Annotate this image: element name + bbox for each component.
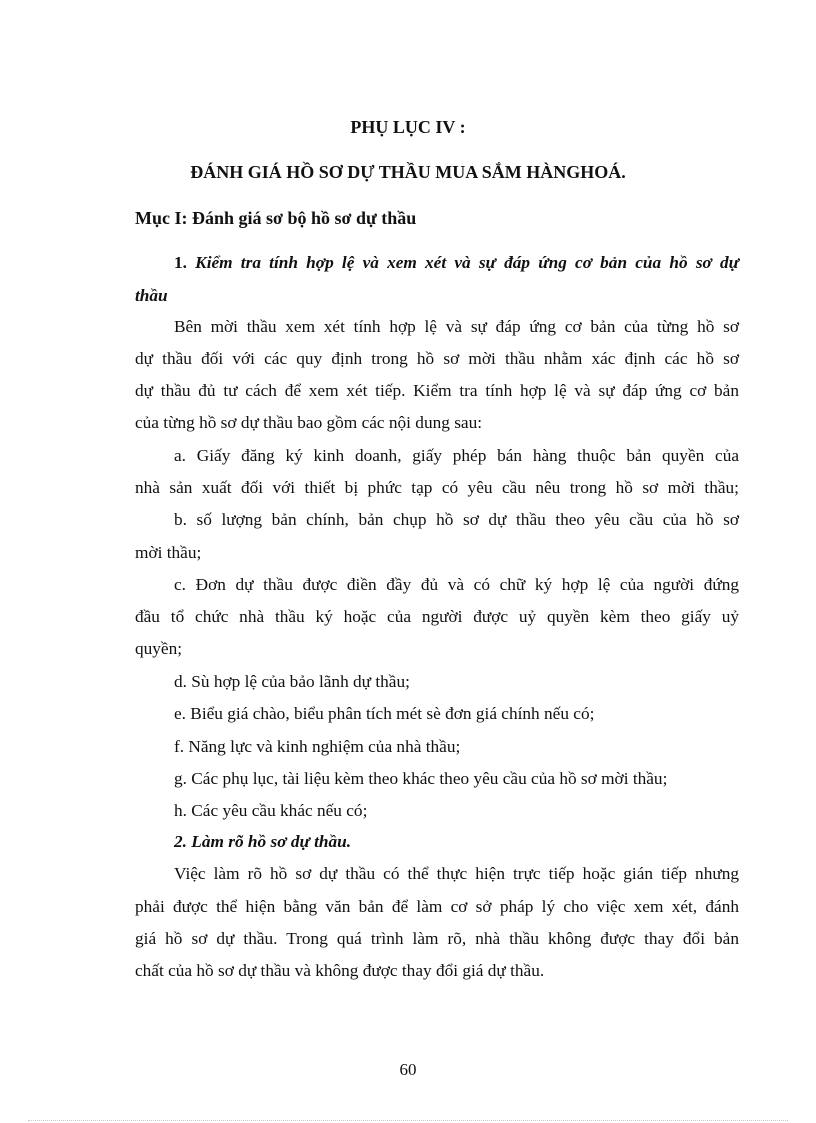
list-b-line1: b. số lượng bản chính, bản chụp hồ sơ dự thầu theo yêu cầu của hồ sơ — [174, 510, 739, 529]
section-heading: Mục I: Đánh giá sơ bộ hồ sơ dự thầu — [135, 208, 417, 228]
list-c-line2: đầu tổ chức nhà thầu ký hoặc của người được uỷ quyền kèm theo giấy uỷ — [135, 607, 739, 626]
item1-heading-text: Kiểm tra tính hợp lệ và xem xét và sự đáp ứng cơ bản của hồ sơ dự — [195, 253, 740, 272]
para2-line2: phải được thể hiện bằng văn bản để làm cơ sở pháp lý cho việc xem xét, đánh — [135, 897, 739, 916]
page-number: 60 — [399, 1060, 417, 1079]
para2-line3: giá hồ sơ dự thầu. Trong quá trình làm rõ, nhà thầu không được thay đổi bản — [135, 929, 739, 948]
list-a-line2: nhà sản xuất đối với thiết bị phức tạp có yêu cầu nêu trong hồ sơ mời thầu; — [135, 478, 739, 497]
para2-line4: chất của hồ sơ dự thầu và không được thay đổi giá dự thầu. — [135, 961, 545, 980]
list-d: d. Sù hợp lệ của bảo lãnh dự thầu; — [174, 672, 410, 691]
para1-line4: của từng hồ sơ dự thầu bao gồm các nội dung sau: — [135, 413, 483, 432]
list-g: g. Các phụ lục, tài liệu kèm theo khác theo yêu cầu của hồ sơ mời thầu; — [174, 769, 668, 788]
list-c-line1: c. Đơn dự thầu được điền đầy đủ và có chữ ký hợp lệ của người đứng — [174, 575, 739, 594]
para1-line2: dự thầu đối với các quy định trong hồ sơ mời thầu nhằm xác định các hồ sơ — [135, 349, 739, 368]
item1-heading-line2: thầu — [135, 286, 168, 305]
list-a-line1: a. Giấy đăng ký kinh doanh, giấy phép bán hàng thuộc bản quyền của — [174, 446, 739, 465]
item2-heading: 2. Làm rõ hồ sơ dự thầu. — [174, 832, 352, 851]
list-f: f. Năng lực và kinh nghiệm của nhà thầu; — [174, 737, 461, 756]
list-e: e. Biểu giá chào, biểu phân tích mét sè đơn giá chính nếu có; — [174, 704, 595, 723]
item1-number: 1. — [174, 253, 187, 272]
appendix-title: PHỤ LỤC IV : — [350, 117, 466, 137]
para1-line3: dự thầu đủ tư cách để xem xét tiếp. Kiểm tra tính hợp lệ và sự đáp ứng cơ bản — [135, 381, 739, 400]
footer-dotted-rule — [28, 1120, 788, 1121]
para1-line1: Bên mời thầu xem xét tính hợp lệ và sự đáp ứng cơ bản của từng hồ sơ — [174, 317, 739, 336]
list-h: h. Các yêu cầu khác nếu có; — [174, 801, 368, 820]
para2-line1: Việc làm rõ hồ sơ dự thầu có thể thực hiện trực tiếp hoặc gián tiếp nhưng — [174, 864, 739, 883]
item1-heading-line1 — [174, 252, 739, 274]
list-b-line2: mời thầu; — [135, 543, 202, 562]
list-c-line3: quyền; — [135, 639, 183, 658]
appendix-subtitle: ĐÁNH GIÁ HỒ SƠ DỰ THẦU MUA SẮM HÀNGHOÁ. — [190, 162, 626, 182]
